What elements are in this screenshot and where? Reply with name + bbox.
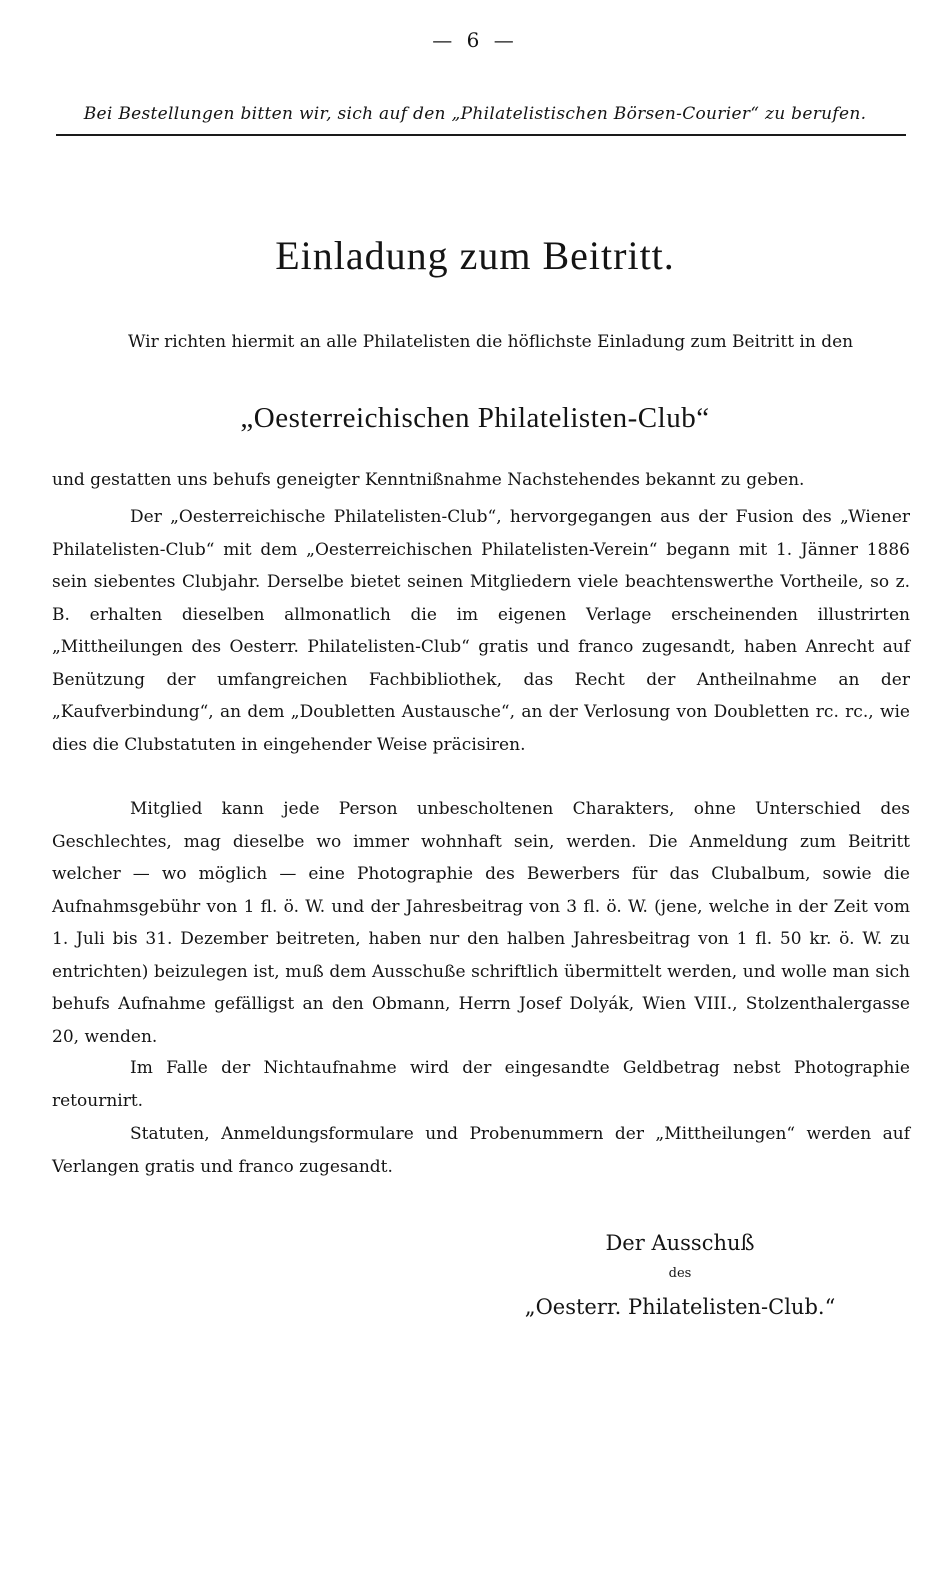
intro-paragraph: Wir richten hiermit an alle Philatelisten die höflichste Einladung zum Beitritt in den: [128, 332, 854, 352]
signature-block: [500, 1226, 860, 1326]
signature-club: „Oesterr. Philatelisten-Club.“: [524, 1295, 836, 1319]
paragraph-club-history: Der „Oesterreichische Philatelisten-Club“, hervorgegangen aus der Fusion des „Wiener Philatelisten-Club“ mit dem „Oesterreichischen Philatelisten-Verein“ begann mit 1. Jänner 1886 sein siebentes Clubjahr. Derselbe bietet seinen Mitgliedern viele beachtenswerthe Vortheile, so z. B. erhalten dieselben allmonatlich die im eigenen Verlage erscheinenden illustrirten „Mittheilungen des Oesterr. Philatelisten-Club“ gratis und franco zugesandt, haben Anrecht auf Benützung der umfangreichen Fachbibliothek, das Recht der Antheilnahme an der „Kaufverbindung“, an dem „Doubletten Austausche“, an der Verlosung von Doubletten rc. rc., wie dies die Clubstatuten in eingehender Weise präcisiren.: [52, 507, 910, 755]
paragraph-refund: Im Falle der Nichtaufnahme wird der eingesandte Geldbetrag nebst Photographie retournirt.: [52, 1058, 910, 1111]
paragraph-membership: Mitglied kann jede Person unbescholtenen Charakters, ohne Unterschied des Geschlechtes, mag dieselbe wo immer wohnhaft sein, werden. Die Anmeldung zum Beitritt welcher — wo möglich — eine Photographie des Bewerbers für das Clubalbum, sowie die Aufnahmsgebühr von 1 fl. ö. W. und der Jahresbeitrag von 3 fl. ö. W. (jene, welche in der Zeit vom 1. Juli bis 31. Dezember beitreten, haben nur den halben Jahresbeitrag von 1 fl. 50 kr. ö. W. zu entrichten) beizulegen ist, muß dem Ausschuße schriftlich übermittelt werden, und wolle man sich behufs Aufnahme gefälligst an den Obmann, Herrn Josef Dolyák, Wien VIII., Stolzenthalergasse 20, wenden.: [52, 799, 910, 1047]
club-name-heading: „Oesterreichischen Philatelisten-Club“: [240, 402, 710, 434]
lead-line: und gestatten uns behufs geneigter Kenntnißnahme Nachstehendes bekannt zu geben.: [52, 470, 805, 490]
header-notice: Bei Bestellungen bitten wir, sich auf den „Philatelistischen Börsen-Courier“ zu berufen.: [83, 104, 867, 124]
paragraph-statutes: Statuten, Anmeldungsformulare und Probenummern der „Mittheilungen“ werden auf Verlangen gratis und franco zugesandt.: [52, 1124, 910, 1177]
page-number: — 6 —: [432, 28, 518, 52]
signature-committee: Der Ausschuß: [605, 1231, 755, 1255]
document-title: Einladung zum Beitritt.: [275, 233, 675, 278]
header-divider: [56, 134, 906, 136]
signature-des: des: [668, 1266, 692, 1281]
